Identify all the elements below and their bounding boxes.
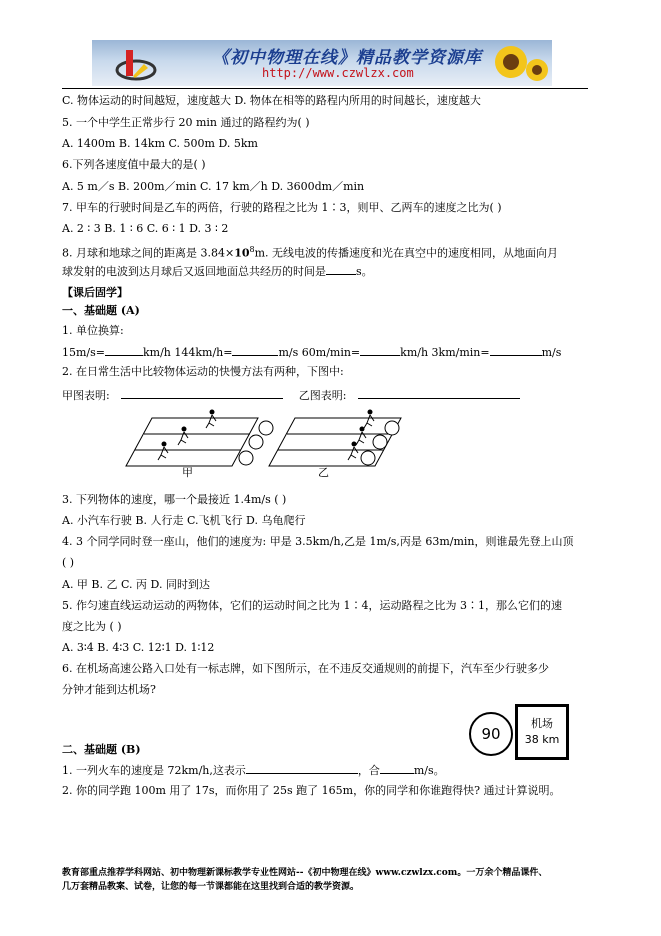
q1-title: 1. 单位换算: bbox=[62, 324, 124, 337]
answer-blank[interactable] bbox=[358, 387, 520, 399]
answer-blank[interactable] bbox=[360, 344, 400, 356]
page-footer bbox=[62, 866, 547, 894]
answer-blank[interactable] bbox=[380, 762, 414, 774]
footer-line: 几万套精品教案、试卷，让您的每一节课都能在这里找到合适的教学资源。 bbox=[62, 882, 360, 892]
q4-options: A. 甲 B. 乙 C. 丙 D. 同时到达 bbox=[62, 578, 210, 591]
q8-exponent: 8 bbox=[249, 245, 255, 254]
q1-text: km/h 3km/min= bbox=[400, 346, 490, 359]
q2-title: 2. 在日常生活中比较物体运动的快慢方法有两种，下图中: bbox=[62, 365, 344, 378]
figure-label-jia: 甲 bbox=[182, 466, 193, 479]
q5-options: A. 3∶4 B. 4∶3 C. 12∶1 D. 1∶12 bbox=[62, 641, 215, 654]
q1-text: km/h 144km/h= bbox=[143, 346, 233, 359]
sunflower-icon bbox=[487, 40, 551, 86]
answer-blank[interactable] bbox=[326, 263, 356, 275]
q6-title2: 分钟才能到达机场? bbox=[62, 683, 156, 696]
q1-text: m/s bbox=[541, 346, 562, 359]
q4-paren: ( ) bbox=[62, 556, 75, 569]
q1-line bbox=[62, 344, 561, 361]
banner-url: http://www.czwlzx.com bbox=[262, 66, 414, 80]
track-jia bbox=[126, 418, 258, 466]
q8-unit: s。 bbox=[356, 265, 373, 278]
text-line: C. 物体运动的时间越短，速度越大 D. 物体在相等的路程内所用的时间越长，速度越大 bbox=[62, 94, 481, 107]
footer-line: 教育部重点推荐学科网站、初中物理新课标教学专业性网站--《初中物理在线》www.czwlzx.com。一万余个精品课件、 bbox=[62, 868, 548, 878]
q8-text3: 球发射的电波到达月球后又返回地面总共经历的时间是 bbox=[62, 265, 326, 278]
text-line: 7. 甲车的行驶时间是乙车的两倍，行驶的路程之比为 1∶3，则甲、乙两车的速度之比为( ) bbox=[62, 201, 502, 214]
q6-title: 6. 在机场高速公路入口处有一标志牌，如下图所示，在不违反交通规则的前提下，汽车至少行驶多少 bbox=[62, 662, 549, 675]
q5-title2: 度之比为 ( ) bbox=[62, 620, 122, 633]
text-line: 6.下列各速度值中最大的是( ) bbox=[62, 158, 206, 171]
distance-sign bbox=[515, 704, 569, 760]
b1-line bbox=[62, 762, 445, 779]
q5-title: 5. 作匀速直线运动运动的两物体，它们的运动时间之比为 1∶4，运动路程之比为 3∶1，那么它们的速 bbox=[62, 599, 562, 612]
clock-icon bbox=[239, 421, 399, 465]
q2-yi-label: 乙图表明: bbox=[298, 389, 347, 402]
sign-distance: 38 km bbox=[524, 733, 560, 746]
answer-blank[interactable] bbox=[105, 344, 143, 356]
q8-text2: m. 无线电波的传播速度和光在真空中的速度相同，从地面向月 bbox=[254, 246, 559, 260]
q8-text: 8. 月球和地球之间的距离是 3.84× bbox=[62, 246, 235, 260]
q2-jia-label: 甲图表明: bbox=[62, 389, 110, 402]
answer-blank[interactable] bbox=[121, 387, 283, 399]
logo-icon bbox=[114, 44, 158, 84]
q2-answers bbox=[62, 387, 520, 404]
b2-line: 2. 你的同学跑 100m 用了 17s，而你用了 25s 跑了 165m，你的同学和你谁跑得快? 通过计算说明。 bbox=[62, 784, 561, 797]
b1-text: 1. 一列火车的速度是 72km/h,这表示 bbox=[62, 764, 246, 777]
q1-text: m/s 60m/min= bbox=[278, 346, 361, 359]
q3-title: 3. 下列物体的速度，哪一个最接近 1.4m/s ( ) bbox=[62, 493, 287, 506]
q8-line1 bbox=[62, 242, 558, 262]
answer-blank[interactable] bbox=[246, 762, 358, 774]
q4-title: 4. 3 个同学同时登一座山，他们的速度为: 甲是 3.5km/h,乙是 1m/s,丙是 63m/min，则谁最先登上山顶 bbox=[62, 535, 574, 548]
q8-power: 10 bbox=[234, 246, 250, 260]
figure-label-yi: 乙 bbox=[318, 466, 329, 479]
text-line: A. 1400m B. 14km C. 500m D. 5km bbox=[62, 137, 258, 150]
sign-place: 机场 bbox=[531, 717, 553, 730]
header-banner bbox=[92, 40, 552, 86]
section-heading: 一、基础题 (A) bbox=[62, 304, 140, 317]
text-line: A. 2 ∶ 3 B. 1 ∶ 6 C. 6 ∶ 1 D. 3 ∶ 2 bbox=[62, 222, 229, 235]
q3-options: A. 小汽车行驶 B. 人行走 C.飞机飞行 D. 乌龟爬行 bbox=[62, 514, 306, 527]
section-heading: 【课后固学】 bbox=[62, 286, 128, 299]
text-line: A. 5 m／s B. 200m／min C. 17 km／h D. 3600dm／min bbox=[62, 180, 365, 193]
b1-text: ，合 bbox=[357, 764, 380, 777]
speed-limit-sign: 90 bbox=[469, 712, 513, 756]
answer-blank[interactable] bbox=[490, 344, 542, 356]
text-line: 5. 一个中学生正常步行 20 min 通过的路程约为( ) bbox=[62, 116, 310, 129]
running-figure bbox=[120, 408, 410, 480]
q1-text: 15m/s= bbox=[62, 346, 105, 359]
b1-text: m/s。 bbox=[413, 764, 445, 777]
q8-line2 bbox=[62, 263, 373, 280]
answer-blank[interactable] bbox=[232, 344, 278, 356]
section-heading: 二、基础题 (B) bbox=[62, 743, 141, 756]
header-divider bbox=[62, 88, 588, 89]
banner-title: 《初中物理在线》精品教学资源库 bbox=[212, 48, 482, 68]
